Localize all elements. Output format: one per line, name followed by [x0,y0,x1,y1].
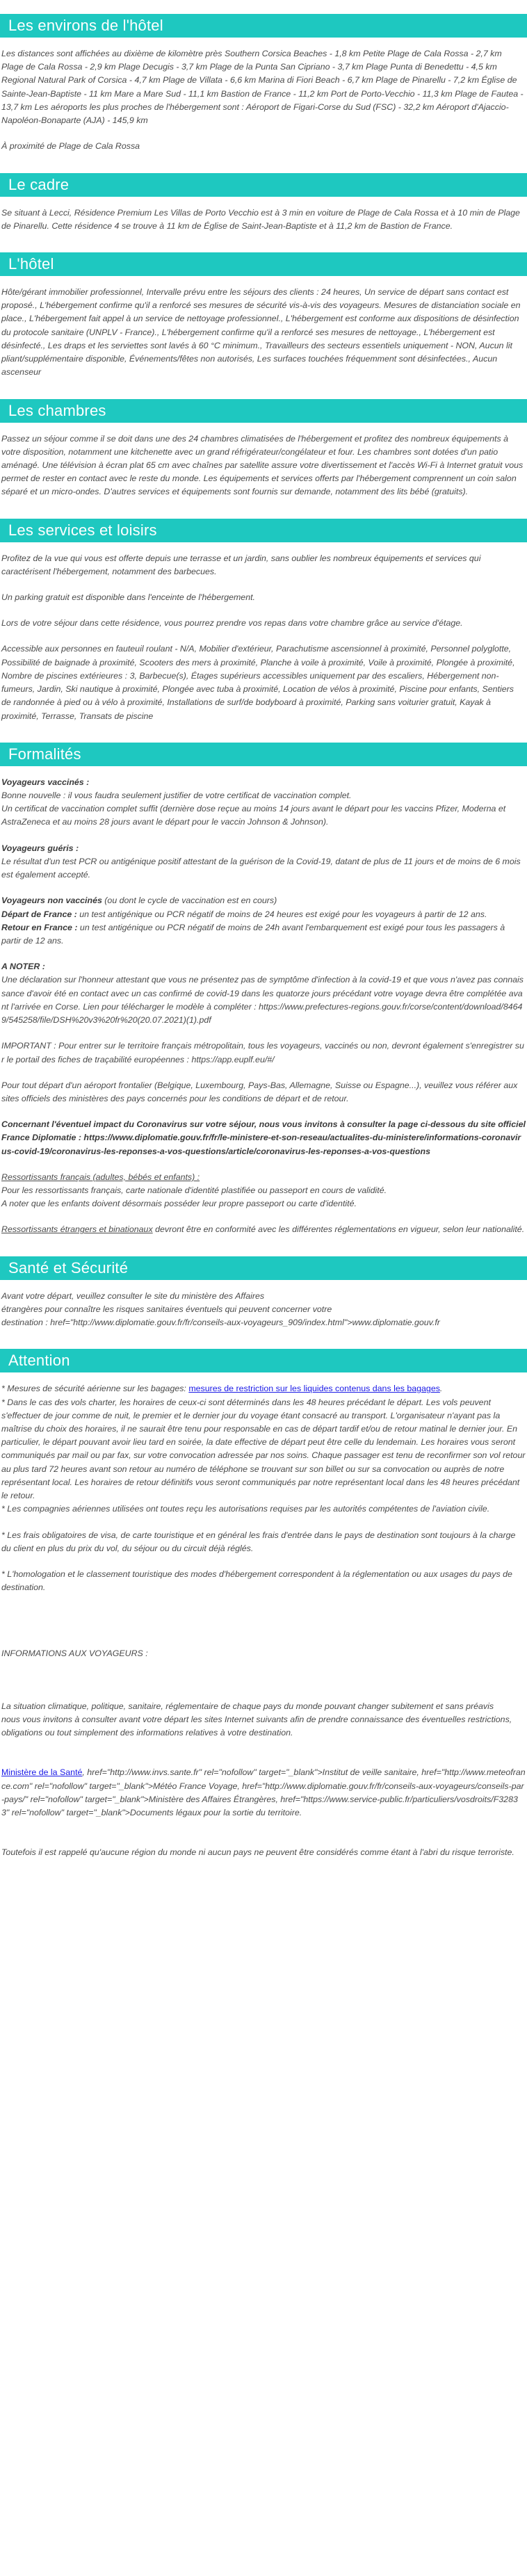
environs-proximity: À proximité de Plage de Cala Rossa [1,141,140,152]
important-text: IMPORTANT : Pour entrer sur le territoire français métropolitain, tous les voyageurs, vaccinés ou non, devront également s'enregistrer sur le portail des fiches de traçabilité européennes : https://app.euplf.eu/#/ [1,1041,524,1064]
unvaccinated-heading: Voyageurs non vaccinés [1,896,102,906]
services-amenities: Accessible aux personnes en fauteuil roulant - N/A, Mobilier d'extérieur, Parachutisme ascensionnel à proximité, Personnel polyglotte, Possibilité de baignade à proximité, Scooters des mers à proximité, Planche à voile à proximité, Voile à proximité, Plongée à proximité, Nombre de piscines extérieures : 3, Barbecue(s), Étages supérieurs accessibles uniquement par des escaliers, Hébergement non-fumeurs, Jardin, Ski nautique à proximité, Plongée avec tuba à proximité, Location de vélos à proximité, Piscine pour enfants, Sentiers de randonnée à pied ou à vélo à proximité, Installations de surf/de bodyboard à proximité, Parking sans voiturier gratuit, Kayak à proximité, Terrasse, Transats de piscine [1,644,515,721]
links-text: , href="http://www.invs.sante.fr" rel="nofollow" target="_blank">Institut de veille sanitaire, href="http://www.meteofrance.com" rel="nofollow" target="_blank">Météo France Voyage, href="http://www.diplomatie.gouv.fr/fr/conseils-aux-voyageurs/conseils-par-pays/" rel="nofollow" target="_blank">Ministère des Affaires Étrangères, href="https://www.service-public.fr/particuliers/vosdroits/F32833" rel="nofollow" target="_blank">Documents légaux pour la sortie du territoire. [1,1767,526,1817]
services-parking: Un parking gratuit est disponible dans l'enceinte de l'hébergement. [1,592,255,603]
baggage-restriction-link[interactable]: mesures de restriction sur les liquides contenus dans les bagages [188,1384,440,1394]
french-nationals-heading: Ressortissants français (adultes, bébés et enfants) : [1,1172,200,1182]
sante-text-2: étrangères pour connaître les risques sanitaires éventuels qui peuvent concerner votre [1,1304,332,1314]
charter-text: * Dans le cas des vols charter, les horaires de ceux-ci sont déterminés dans les 48 heures précédant le départ. Les vols peuvent s'effectuer de jour comme de nuit, le premier et le dernier jour du voyage étant consacré au transport. L'organisateur n'ayant pas la maîtrise du choix des horaires, il ne saurait être tenu pour responsable en cas de départ tardif et/ou de retour matinal le dernier jour. En particulier, le départ pouvant avoir lieu tard en soirée, la date effective de départ peut être celle du lendemain. Les horaires vous seront communiqués par mail ou par fax, sur votre convocation adressée par nos soins. Chaque passager est tenu de reconfirmer son vol retour au plus tard 72 heures avant son retour au numéro de téléphone se trouvant sur son billet ou sur sa convocation ou auprès de notre représentant local. Les horaires de retour définitifs vous seront communiqués par notre représentant local dans les 48 heures précédant le retour. [1,1397,526,1501]
chambres-text: Passez un séjour comme il se doit dans une des 24 chambres climatisées de l'hébergement et profitez des nombreux équipements à votre disposition, notamment une kitchenette avec un grand réfrigérateur/congélateur et four. Les chambres sont dotées d'un patio aménagé. Une télévision à écran plat 65 cm avec chaînes par satellite assure votre divertissement et l'accès Wi-Fi à Internet gratuit vous permet de rester en contact avec le reste du monde. Les équipements et services offerts par l'hébergement comprennent un coin salon séparé et un micro-ondes. D'autres services et équipements sont fournis sur demande, notamment des lits bébé (gratuits). [1,433,524,497]
baggage-text-end: . [439,1384,443,1394]
situation-text-1: La situation climatique, politique, sanitaire, réglementaire de chaque pays du monde pouvant changer subitement et sans préavis [1,1701,494,1711]
note-heading: A NOTER : [1,962,45,972]
vaccinated-heading: Voyageurs vaccinés : [1,777,90,787]
section-chambres [0,399,527,499]
return-text: un test antigénique ou PCR négatif de moins de 24h avant l'embarquement est exigé pour tous les passagers à partir de 12 ans. [1,922,505,946]
departure-heading: Départ de France : [1,909,77,919]
environs-distances: Les distances sont affichées au dixième de kilomètre près Southern Corsica Beaches - 1,8 km Petite Plage de Cala Rossa - 2,7 km Plage de Cala Rossa - 2,9 km Plage Decugis - 3,7 km Plage de la Punta San Cipriano - 3,7 km Plage Punta di Benedettu - 4,5 km Regional Natural Park of Corsica - 4,7 km Plage de Villata - 6,6 km Marina di Fiori Beach - 6,7 km Plage de Pinarellu - 7,2 km Église de Sainte-Jean-Baptiste - 11 km Mare a Mare Sud - 11,1 km Bastion de France - 11,2 km Port de Porto-Vecchio - 11,3 km Plage de Fautea - 13,7 km Les aéroports les plus proches de l'hébergement sont : Aéroport de Figari-Corse du Sud (FSC) - 32,2 km Aéroport d'Ajaccio-Napoléon-Bonaparte (AJA) - 145,9 km [1,49,524,126]
section-cadre [0,173,527,233]
section-title-chambres: Les chambres [0,399,527,423]
recovered-text: Le résultat d'un test PCR ou antigénique positif attestant de la guérison de la Covid-19, datant de plus de 11 jours et de moins de 6 mois est également accepté. [1,856,521,880]
french-nationals-text-1: Pour les ressortissants français, carte nationale d'identité plastifiée ou passeport en cours de validité. [1,1185,387,1196]
foreign-nationals-text: devront être en conformité avec les différentes réglementations en vigueur, selon leur nationalité. [152,1224,525,1235]
section-title-hotel: L'hôtel [0,252,527,276]
section-title-sante: Santé et Sécurité [0,1256,527,1280]
sante-text-3: destination : href="http://www.diplomatie.gouv.fr/fr/conseils-aux-voyageurs_909/index.html">www.diplomatie.gouv.fr [1,1318,440,1328]
cadre-text: Se situant à Lecci, Résidence Premium Les Villas de Porto Vecchio est à 3 min en voiture de Plage de Cala Rossa et à 10 min de Plage de Pinarellu. Cette résidence 4 se trouve à 11 km de Église de Saint-Jean-Baptiste et à 11,2 km de Bastion de France. [1,207,520,231]
ministry-health-link[interactable]: Ministère de la Santé [1,1767,83,1778]
recovered-heading: Voyageurs guéris : [1,843,79,853]
fees-text: * Les frais obligatoires de visa, de carte touristique et en général les frais d'entrée dans le pays de destination sont toujours à la charge du client en plus du prix du vol, du séjour ou du circuit déjà réglés. [1,1530,516,1553]
coronavirus-text: Concernant l'éventuel impact du Coronavirus sur votre séjour, nous vous invitons à consulter la page ci-dessous du site officiel France Diplomatie : https://www.diplomatie.gouv.fr/fr/le-ministere-et-son-reseau/actualites-du-ministere/informations-coronavirus-covid-19/coronavirus-les-reponses-a-vos-questions/article/coronavirus-les-reponses-a-vos-questions [1,1119,526,1156]
services-view: Profitez de la vue qui vous est offerte depuis une terrasse et un jardin, sans oublier les nombreux équipements et services qui caractérisent l'hébergement, notamment des barbecues. [1,553,481,576]
french-nationals-text-2: A noter que les enfants doivent désormais posséder leur propre passeport ou carte d'identité. [1,1199,357,1209]
departure-text: un test antigénique ou PCR négatif de moins de 24 heures est exigé pour les voyageurs à partir de 12 ans. [76,909,487,919]
note-text: Une déclaration sur l'honneur attestant que vous ne présentez pas de symptôme d'infection à la covid-19 et que vous n'avez pas connaissance d'avoir été en contact avec un cas confirmé de covid-19 dans les quatorze jours précédant votre voyage devra être complétée avant l'arrivée en Corse. Lien pour télécharger le modèle à compléter : https://www.prefectures-regions.gouv.fr/corse/content/download/84649/545258/file/DSH%20v3%20fr%20(20.07.2021)(1).pdf [1,975,524,1026]
homologation-text: * L'homologation et le classement touristique des modes d'hébergement correspondent à la réglementation ou aux usages du pays de destination. [1,1569,512,1593]
section-sante [0,1256,527,1330]
section-title-services: Les services et loisirs [0,519,527,542]
section-formalites [0,743,527,1237]
foreign-nationals-heading: Ressortissants étrangers et binationaux [1,1224,153,1235]
section-title-formalites: Formalités [0,743,527,766]
vaccinated-text-2: Un certificat de vaccination complet suffit (dernière dose reçue au moins 14 jours avant le départ pour les vaccins Pfizer, Moderna et AstraZeneca et au moins 28 jours avant le départ pour le vaccin Johnson & Johnson). [1,804,506,827]
section-title-environs: Les environs de l'hôtel [0,14,527,38]
sante-text-1: Avant votre départ, veuillez consulter le site du ministère des Affaires [1,1290,265,1301]
situation-text-2: nous vous invitons à consulter avant votre départ les sites Internet suivants afin de prendre connaissance des éventuelles restrictions, obligations ou tout simplement des informations relatives à votre destination. [1,1714,512,1738]
section-hotel [0,252,527,380]
terrorism-text: Toutefois il est rappelé qu'aucune région du monde ni aucun pays ne peuvent être considérés comme étant à l'abri du risque terroriste. [1,1847,514,1858]
airport-text: Pour tout départ d'un aéroport frontalier (Belgique, Luxembourg, Pays-Bas, Allemagne, Suisse ou Espagne...), veuillez vous référer aux sites officiels des ministères des pays concernés pour les conditions de départ et de retour. [1,1080,518,1103]
section-title-cadre: Le cadre [0,173,527,197]
baggage-text: * Mesures de sécurité aérienne sur les bagages: [1,1384,189,1394]
unvaccinated-suffix: (ou dont le cycle de vaccination est en cours) [102,896,277,906]
section-services [0,519,527,723]
airlines-text: * Les compagnies aériennes utilisées ont toutes reçu les autorisations requises par les autorités compétentes de l'aviation civile. [1,1504,490,1514]
section-attention [0,1349,527,1859]
vaccinated-text-1: Bonne nouvelle : il vous faudra seulement justifier de votre certificat de vaccination complet. [1,791,352,800]
travelers-info-heading: INFORMATIONS AUX VOYAGEURS : [1,1649,148,1659]
hotel-text: Hôte/gérant immobilier professionnel, Intervalle prévu entre les séjours des clients : 24 heures, Un service de départ sans contact est proposé., L'hébergement confirme qu'il a renforcé ses mesures de sécurité vis-à-vis des voyageurs. Mesures de distanciation sociale en place., L'hébergement fait appel à un service de nettoyage professionnel., L'hébergement est conforme aux dispositions de désinfection du protocole sanitaire (UNPLV - France)., L'hébergement confirme qu'il a renforcé ses mesures de nettoyage., L'hébergement est désinfecté., Les draps et les serviettes sont lavés à 60 °C minimum., Travailleurs des secteurs essentiels uniquement - NON, Aucun lit pliant/supplémentaire disponible, Événements/fêtes non autorisés, Les surfaces touchées fréquemment sont désinfectées., Aucun ascenseur [1,286,521,378]
section-environs [0,14,527,154]
section-title-attention: Attention [0,1349,527,1372]
return-heading: Retour en France : [1,922,78,932]
services-room-service: Lors de votre séjour dans cette résidence, vous pourrez prendre vos repas dans votre chambre grâce au service d'étage. [1,618,463,629]
